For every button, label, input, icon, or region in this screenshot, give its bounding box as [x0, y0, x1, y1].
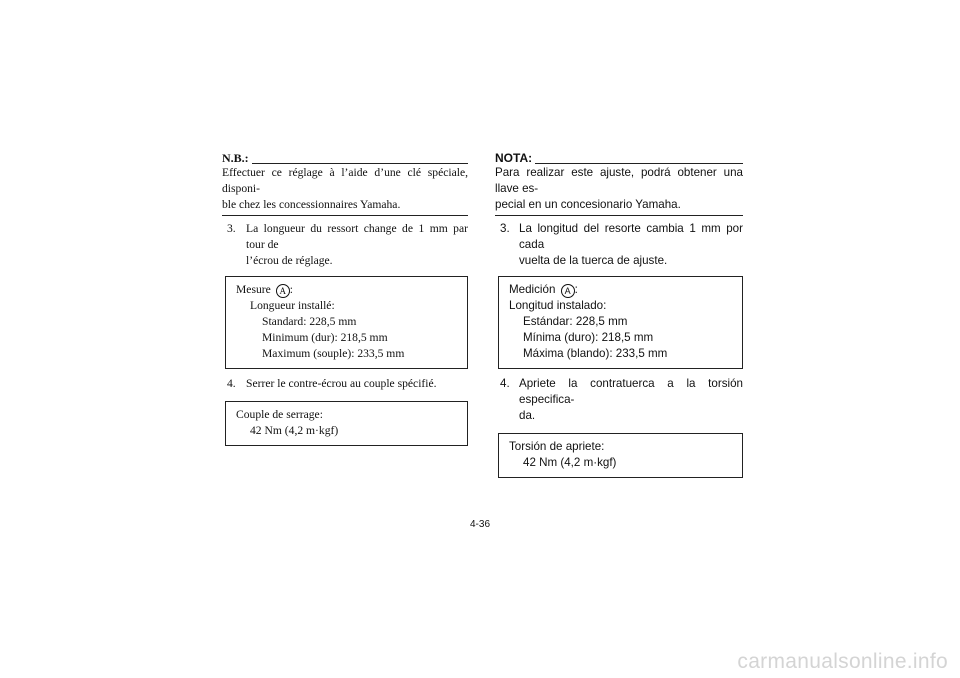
note-header	[222, 150, 468, 164]
note-header	[495, 150, 743, 164]
spec-box	[498, 276, 743, 369]
step-4	[495, 376, 743, 424]
note-line: Effectuer ce réglage à l’aide d’une clé spéciale, disponi-	[222, 166, 468, 195]
spec-value: Maximum (souple): 233,5 mm	[262, 347, 405, 360]
watermark: carmanualsonline.info	[737, 650, 948, 673]
reference-a-icon: A	[276, 284, 290, 298]
note-label: N.B.:	[222, 151, 249, 165]
spec-colon: :	[289, 283, 293, 296]
torque-label: Couple de serrage:	[236, 408, 323, 421]
step-number: 4.	[227, 377, 236, 390]
note-separator	[495, 215, 743, 216]
step-line: l’écrou de réglage.	[246, 254, 333, 267]
reference-a-icon: A	[561, 284, 575, 298]
step-3	[222, 221, 468, 269]
note-text	[222, 165, 468, 213]
spec-value: Mínima (duro): 218,5 mm	[523, 331, 654, 344]
spec-label-line	[509, 282, 732, 298]
torque-box	[225, 401, 468, 446]
step-line: La longitud del resorte cambia 1 mm por cada	[519, 222, 743, 251]
note-line: Para realizar este ajuste, podrá obtener una llave es-	[495, 166, 743, 195]
torque-label: Torsión de apriete:	[509, 440, 605, 453]
spec-colon: :	[574, 283, 578, 296]
note-rule	[535, 153, 743, 164]
spec-sub-label: Longueur installé:	[250, 299, 335, 312]
step-number: 4.	[500, 377, 510, 390]
torque-value: 42 Nm (4,2 m·kgf)	[523, 456, 617, 469]
spec-value: Standard: 228,5 mm	[262, 315, 357, 328]
step-3	[495, 221, 743, 269]
spec-value: Estándar: 228,5 mm	[523, 315, 628, 328]
french-column	[222, 150, 468, 446]
step-line: Serrer le contre-écrou au couple spécifié.	[246, 377, 437, 390]
step-line: Apriete la contratuerca a la torsión especifica-	[519, 377, 743, 406]
step-line: da.	[519, 409, 536, 422]
step-4	[222, 376, 468, 392]
spec-label-line	[236, 282, 457, 298]
note-label: NOTA:	[495, 151, 533, 165]
step-text	[519, 376, 743, 424]
step-line: vuelta de la tuerca de ajuste.	[519, 254, 668, 267]
step-text	[519, 221, 743, 269]
spec-value: Minimum (dur): 218,5 mm	[262, 331, 388, 344]
step-number: 3.	[500, 222, 510, 235]
note-text	[495, 165, 743, 213]
note-line: pecial en un concesionario Yamaha.	[495, 198, 681, 211]
spec-label: Medición	[509, 283, 556, 296]
step-number: 3.	[227, 222, 236, 235]
step-line: La longueur du ressort change de 1 mm par tour de	[246, 222, 468, 251]
spec-label: Mesure	[236, 283, 271, 296]
note-line: ble chez les concessionnaires Yamaha.	[222, 198, 401, 211]
page-number: 4-36	[470, 519, 491, 530]
note-separator	[222, 215, 468, 216]
note-rule	[252, 153, 468, 164]
spec-value: Máxima (blando): 233,5 mm	[523, 347, 668, 360]
spec-sub-label: Longitud instalado:	[509, 299, 607, 312]
step-text	[246, 376, 468, 392]
step-text	[246, 221, 468, 269]
spec-box	[225, 276, 468, 369]
spanish-column	[495, 150, 743, 478]
torque-value: 42 Nm (4,2 m·kgf)	[250, 424, 339, 437]
torque-box	[498, 433, 743, 478]
